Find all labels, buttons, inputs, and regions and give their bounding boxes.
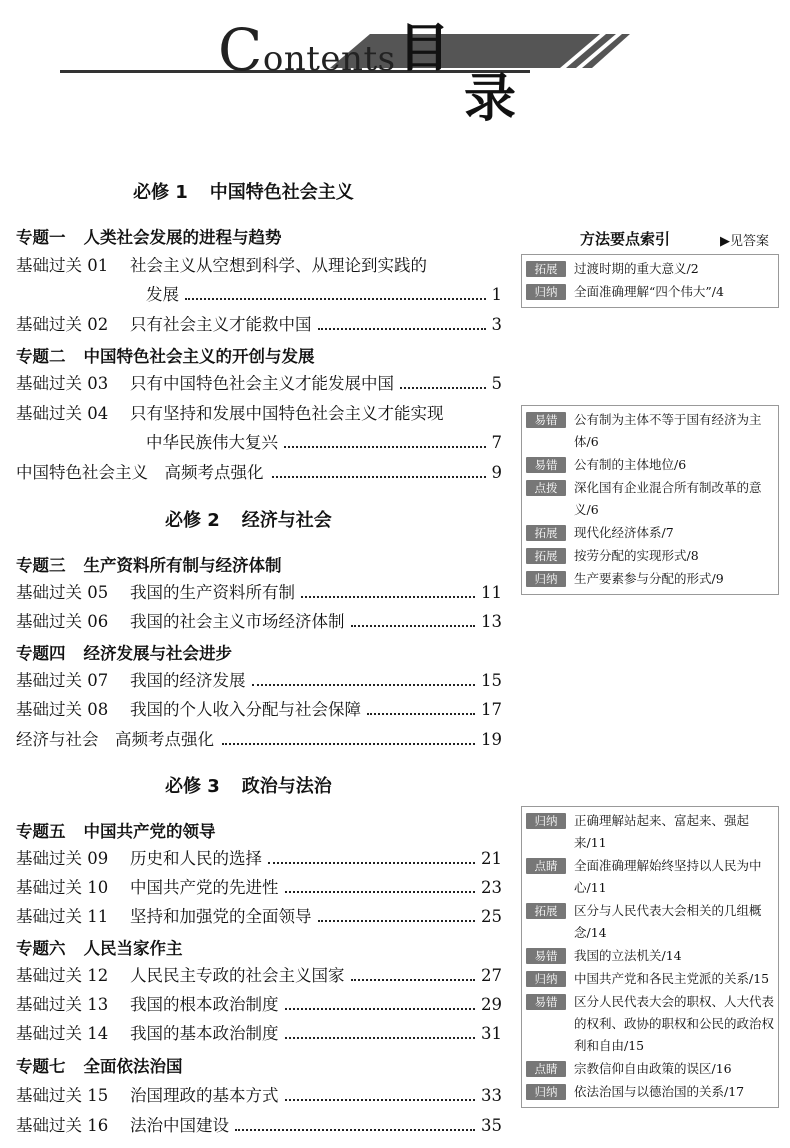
entry-title: 治国理政的基本方式 <box>130 1086 279 1105</box>
index-tag: 归纳 <box>526 813 566 829</box>
index-item <box>526 545 774 567</box>
index-tag: 易错 <box>526 457 566 473</box>
index-item <box>526 900 774 944</box>
book-heading: 必修 1 中国特色社会主义 <box>133 182 354 203</box>
dot-leader <box>252 667 476 686</box>
highfreq-entry[interactable] <box>16 726 502 753</box>
index-tag: 归纳 <box>526 284 566 300</box>
index-tag: 点拨 <box>526 480 566 496</box>
dot-leader <box>367 696 475 715</box>
entry-title-cont: 发展 <box>146 285 179 304</box>
index-item <box>526 477 774 521</box>
index-tag: 归纳 <box>526 1084 566 1100</box>
header-char-lu: 录 <box>464 69 517 129</box>
dot-leader <box>268 845 475 864</box>
index-tag: 拓展 <box>526 548 566 564</box>
entry-label: 基础过关 04 <box>16 404 109 423</box>
entry-label: 基础过关 13 <box>16 995 109 1014</box>
entry-title: 法治中国建设 <box>130 1116 229 1135</box>
index-text: 全面准确理解始终坚持以人民为中心/11 <box>574 858 762 895</box>
page-number: 27 <box>481 966 502 985</box>
entry-label: 基础过关 14 <box>16 1024 109 1043</box>
index-tag: 易错 <box>526 412 566 428</box>
page-number: 9 <box>491 463 502 482</box>
page-number: 33 <box>481 1086 502 1105</box>
book-heading: 必修 2 经济与社会 <box>165 510 332 531</box>
entry-title: 我国的个人收入分配与社会保障 <box>130 700 361 719</box>
index-item <box>526 409 774 453</box>
entry-label: 基础过关 01 <box>16 256 109 275</box>
index-note: ▶见答案 <box>720 234 769 249</box>
highfreq-title: 经济与社会 高频考点强化 <box>16 730 214 749</box>
book-heading: 必修 3 政治与法治 <box>165 776 332 797</box>
page-number: 7 <box>491 433 502 452</box>
highfreq-entry[interactable] <box>16 459 502 486</box>
entry-label: 基础过关 07 <box>16 671 109 690</box>
index-item <box>526 454 774 476</box>
index-text: 依法治国与以德治国的关系/17 <box>574 1084 745 1099</box>
entry-title: 中国共产党的先进性 <box>130 878 279 897</box>
index-text: 中国共产党和各民主党派的关系/15 <box>574 971 770 986</box>
index-text: 正确理解站起来、富起来、强起来/11 <box>574 813 750 850</box>
dot-leader <box>400 370 486 389</box>
page-number: 23 <box>481 878 502 897</box>
entry-title: 我国的经济发展 <box>130 671 246 690</box>
entry-label: 基础过关 15 <box>16 1086 109 1105</box>
page-number: 5 <box>491 374 502 393</box>
index-text: 公有制的主体地位/6 <box>574 457 687 472</box>
entry-title: 我国的根本政治制度 <box>130 995 279 1014</box>
topic-heading: 专题七 全面依法治国 <box>16 1057 183 1076</box>
index-tag: 归纳 <box>526 571 566 587</box>
entry-label: 基础过关 05 <box>16 583 109 602</box>
entry-label: 基础过关 08 <box>16 700 109 719</box>
index-tag: 拓展 <box>526 525 566 541</box>
entry-title: 只有中国特色社会主义才能发展中国 <box>130 374 394 393</box>
dot-leader <box>285 1020 476 1039</box>
dot-leader <box>285 874 476 893</box>
topic-heading: 专题三 生产资料所有制与经济体制 <box>16 556 282 575</box>
entry-label: 基础过关 09 <box>16 849 109 868</box>
dot-leader <box>222 726 475 745</box>
index-text: 现代化经济体系/7 <box>574 525 674 540</box>
dot-leader <box>235 1112 475 1131</box>
contents-wordmark: Contents <box>218 16 396 84</box>
index-item <box>526 522 774 544</box>
index-text: 我国的立法机关/14 <box>574 948 682 963</box>
page-number: 17 <box>481 700 502 719</box>
index-item <box>526 1081 774 1103</box>
topic-heading: 专题四 经济发展与社会进步 <box>16 644 232 663</box>
entry-label: 基础过关 11 <box>16 907 109 926</box>
dot-leader <box>318 903 476 922</box>
page-number: 25 <box>481 907 502 926</box>
topic-heading: 专题六 人民当家作主 <box>16 939 183 958</box>
entry-label: 基础过关 12 <box>16 966 109 985</box>
dot-leader <box>285 1082 476 1101</box>
index-item <box>526 281 774 303</box>
index-item <box>526 810 774 854</box>
index-item <box>526 968 774 990</box>
entry-label: 基础过关 02 <box>16 315 109 334</box>
index-item <box>526 855 774 899</box>
entry-label: 基础过关 16 <box>16 1116 109 1135</box>
toc-entry-01[interactable] <box>16 252 502 308</box>
index-tag: 点睛 <box>526 858 566 874</box>
index-text: 深化国有企业混合所有制改革的意义/6 <box>574 480 762 517</box>
entry-title: 坚持和加强党的全面领导 <box>130 907 312 926</box>
topic-heading: 专题五 中国共产党的领导 <box>16 822 216 841</box>
page-number: 29 <box>481 995 502 1014</box>
toc-entry-04[interactable] <box>16 400 502 456</box>
index-text: 按劳分配的实现形式/8 <box>574 548 699 563</box>
dot-leader <box>318 311 486 330</box>
dot-leader <box>351 608 476 627</box>
index-item <box>526 945 774 967</box>
index-tag: 拓展 <box>526 261 566 277</box>
index-item <box>526 568 774 590</box>
index-text: 过渡时期的重大意义/2 <box>574 261 699 276</box>
dot-leader <box>351 962 476 981</box>
index-tag: 易错 <box>526 994 566 1010</box>
header-char-mu: 目 <box>398 19 451 79</box>
dot-leader <box>284 429 486 448</box>
page-number: 21 <box>481 849 502 868</box>
entry-title: 我国的基本政治制度 <box>130 1024 279 1043</box>
page-number: 13 <box>481 612 502 631</box>
index-tag: 易错 <box>526 948 566 964</box>
entry-title: 我国的社会主义市场经济体制 <box>130 612 345 631</box>
method-index-box-2 <box>521 405 779 595</box>
index-tag: 归纳 <box>526 971 566 987</box>
page-number: 15 <box>481 671 502 690</box>
index-text: 生产要素参与分配的形式/9 <box>574 571 724 586</box>
dot-leader <box>272 459 486 478</box>
entry-title-cont: 中华民族伟大复兴 <box>146 433 278 452</box>
page-number: 1 <box>491 285 502 304</box>
highfreq-title: 中国特色社会主义 高频考点强化 <box>16 463 264 482</box>
page-number: 31 <box>481 1024 502 1043</box>
index-text: 宗教信仰自由政策的误区/16 <box>574 1061 732 1076</box>
dot-leader <box>285 991 476 1010</box>
entry-title: 只有社会主义才能救中国 <box>130 315 312 334</box>
page-number: 19 <box>481 730 502 749</box>
page-number: 35 <box>481 1116 502 1135</box>
dot-leader <box>185 281 486 300</box>
index-item <box>526 991 774 1057</box>
index-tag: 点睛 <box>526 1061 566 1077</box>
index-item <box>526 1058 774 1080</box>
entry-title: 社会主义从空想到科学、从理论到实践的 <box>130 256 427 275</box>
entry-title: 历史和人民的选择 <box>130 849 262 868</box>
entry-label: 基础过关 10 <box>16 878 109 897</box>
index-tag: 拓展 <box>526 903 566 919</box>
method-index-box-1 <box>521 254 779 308</box>
topic-heading: 专题二 中国特色社会主义的开创与发展 <box>16 347 315 366</box>
dot-leader <box>301 579 475 598</box>
method-index-box-3 <box>521 806 779 1108</box>
index-item <box>526 258 774 280</box>
page-number: 11 <box>481 583 502 602</box>
index-text: 区分人民代表大会的职权、人大代表的权利、政协的职权和公民的政治权利和自由/15 <box>574 994 775 1053</box>
entry-title: 我国的生产资料所有制 <box>130 583 295 602</box>
index-title: 方法要点索引 <box>580 230 671 248</box>
entry-label: 基础过关 03 <box>16 374 109 393</box>
entry-title: 人民民主专政的社会主义国家 <box>130 966 345 985</box>
entry-title: 只有坚持和发展中国特色社会主义才能实现 <box>130 404 444 423</box>
index-text: 全面准确理解“四个伟大”/4 <box>574 284 724 299</box>
topic-heading: 专题一 人类社会发展的进程与趋势 <box>16 228 282 247</box>
entry-label: 基础过关 06 <box>16 612 109 631</box>
index-text: 公有制为主体不等于国有经济为主体/6 <box>574 412 762 449</box>
page-number: 3 <box>491 315 502 334</box>
index-text: 区分与人民代表大会相关的几组概念/14 <box>574 903 762 940</box>
